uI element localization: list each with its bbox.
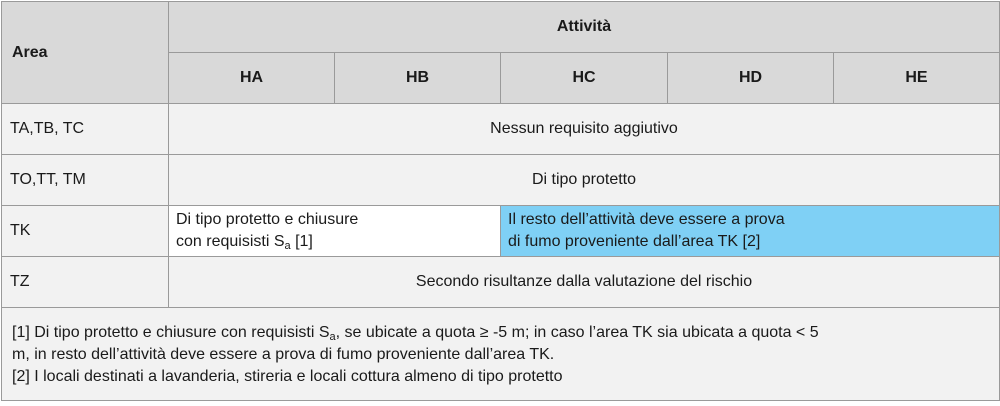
requirement-cell-hc-he [501, 206, 1000, 257]
activity-header: Attività [169, 2, 1000, 53]
table-row [2, 155, 1000, 206]
column-header-hb: HB [335, 53, 501, 104]
area-label: TK [2, 206, 169, 257]
column-header-he: HE [834, 53, 1000, 104]
subscript: a [284, 240, 291, 252]
column-header-ha: HA [169, 53, 335, 104]
requirement-cell: Nessun requisito aggiutivo [169, 104, 1000, 155]
column-header-hc: HC [501, 53, 668, 104]
requirement-text: [1] [290, 233, 313, 250]
table-row [2, 104, 1000, 155]
requirement-line: Il resto dell’attività deve essere a prova [508, 211, 785, 228]
area-label: TO,TT, TM [2, 155, 169, 206]
note-text: , se ubicate a quota ≥ -5 m; in caso l’area TK sia ubicata a quota < 5 [335, 324, 819, 341]
table-row [2, 257, 1000, 308]
requirement-text: con requisisti S [176, 233, 285, 250]
requirement-cell: Secondo risultanze dalla valutazione del rischio [169, 257, 1000, 308]
area-label: TZ [2, 257, 169, 308]
requirement-cell: Di tipo protetto [169, 155, 1000, 206]
requirement-cell-ha-hb [169, 206, 501, 257]
requirement-line: Di tipo protetto e chiusure [176, 211, 359, 228]
notes-cell [2, 308, 1000, 401]
note-1-continued: m, in resto dell’attività deve essere a prova di fumo proveniente dall’area TK. [12, 346, 555, 363]
note-2: [2] I locali destinati a lavanderia, stireria e locali cottura almeno di tipo protetto [12, 368, 563, 385]
requirement-line [176, 231, 500, 253]
requirements-table [1, 1, 1000, 401]
note-1 [12, 322, 989, 344]
requirement-line: di fumo proveniente dall’area TK [2] [508, 233, 761, 250]
area-header: Area [2, 2, 169, 104]
notes-row [2, 308, 1000, 401]
header-row [2, 2, 1000, 53]
subscript: a [329, 331, 336, 343]
area-label: TA,TB, TC [2, 104, 169, 155]
column-header-hd: HD [668, 53, 834, 104]
table-row [2, 206, 1000, 257]
note-text: [1] Di tipo protetto e chiusure con requisisti S [12, 324, 330, 341]
